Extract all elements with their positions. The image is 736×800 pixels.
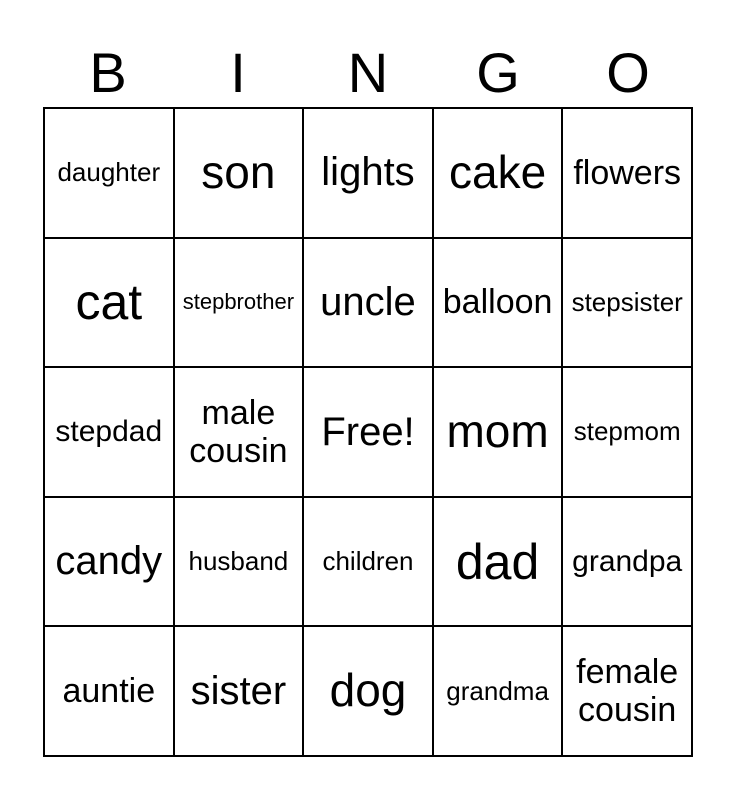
cell-label: candy — [55, 539, 163, 584]
bingo-cell-r2-c2[interactable] — [303, 367, 433, 497]
bingo-cell-r4-c2[interactable] — [303, 626, 433, 756]
cell-label: cake — [449, 146, 547, 199]
cell-label: sister — [190, 668, 287, 713]
bingo-cell-r4-c4[interactable] — [562, 626, 692, 756]
bingo-cell-r0-c0[interactable] — [44, 108, 174, 238]
cell-label: children — [322, 546, 414, 577]
bingo-cell-r3-c2[interactable] — [303, 497, 433, 627]
header-letter-g: G — [476, 41, 520, 104]
bingo-cell-r1-c2[interactable] — [303, 238, 433, 368]
bingo-cell-r2-c3[interactable] — [433, 367, 563, 497]
bingo-cell-r3-c3[interactable] — [433, 497, 563, 627]
bingo-cell-r0-c4[interactable] — [562, 108, 692, 238]
bingo-cell-r3-c0[interactable] — [44, 497, 174, 627]
cell-label: dog — [329, 664, 407, 717]
bingo-cell-r1-c0[interactable] — [44, 238, 174, 368]
bingo-cell-r0-c3[interactable] — [433, 108, 563, 238]
bingo-cell-r1-c1[interactable] — [174, 238, 304, 368]
bingo-cell-r3-c4[interactable] — [562, 497, 692, 627]
cell-label: grandma — [446, 675, 549, 706]
cell-label: stepbrother — [182, 289, 295, 315]
cell-label: stepmom — [573, 416, 681, 447]
bingo-board — [43, 107, 693, 757]
cell-label: male cousin — [189, 393, 288, 470]
bingo-cell-r2-c4[interactable] — [562, 367, 692, 497]
cell-label: mom — [446, 405, 549, 458]
bingo-cell-r0-c1[interactable] — [174, 108, 304, 238]
free-space-label: Free! — [321, 409, 415, 454]
bingo-header — [43, 38, 693, 108]
cell-label: son — [201, 146, 276, 199]
bingo-cell-r4-c0[interactable] — [44, 626, 174, 756]
cell-label: female cousin — [576, 653, 679, 730]
bingo-cell-r0-c2[interactable] — [303, 108, 433, 238]
bingo-cell-r2-c1[interactable] — [174, 367, 304, 497]
cell-label: cat — [75, 274, 143, 331]
bingo-cell-r2-c0[interactable] — [44, 367, 174, 497]
cell-label: dad — [455, 533, 540, 590]
cell-label: stepdad — [55, 415, 163, 449]
bingo-cell-r1-c4[interactable] — [562, 238, 692, 368]
cell-label: auntie — [62, 672, 156, 711]
bingo-cell-r3-c1[interactable] — [174, 497, 304, 627]
cell-label: uncle — [320, 279, 416, 324]
header-letter-b: B — [89, 41, 127, 104]
bingo-cell-r4-c1[interactable] — [174, 626, 304, 756]
bingo-cell-r4-c3[interactable] — [433, 626, 563, 756]
cell-label: balloon — [442, 283, 553, 322]
header-letter-i: I — [230, 41, 246, 104]
header-letter-o: O — [606, 41, 650, 104]
bingo-cell-r1-c3[interactable] — [433, 238, 563, 368]
cell-label: daughter — [57, 157, 161, 188]
header-letter-n: N — [347, 41, 389, 104]
cell-label: husband — [188, 546, 289, 577]
cell-label: lights — [321, 150, 415, 195]
cell-label: stepsister — [571, 286, 683, 317]
cell-label: grandpa — [572, 544, 683, 578]
cell-label: flowers — [573, 153, 682, 192]
